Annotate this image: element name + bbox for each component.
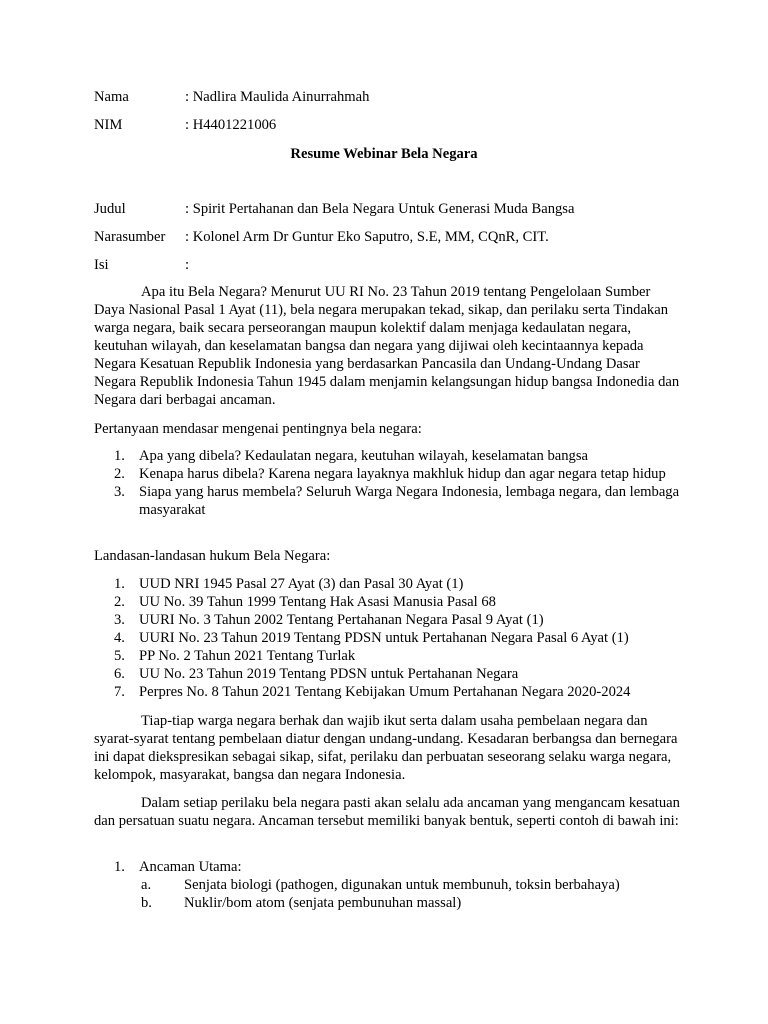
- paragraph-3: Dalam setiap perilaku bela negara pasti akan selalu ada ancaman yang mengancam kesatuan dan persatuan suatu negara. Ancaman tersebut memiliki banyak bentuk, seperti contoh di bawah ini:: [94, 795, 680, 829]
- list-text: UU No. 23 Tahun 2019 Tentang PDSN untuk Pertahanan Negara: [139, 666, 519, 682]
- list-item: [94, 858, 684, 912]
- list-text: Perpres No. 8 Tahun 2021 Tentang Kebijakan Umum Pertahanan Negara 2020-2024: [139, 684, 631, 700]
- list-item: [94, 665, 684, 683]
- list-number: 5.: [114, 648, 125, 664]
- document-title: Resume Webinar Bela Negara: [290, 146, 478, 162]
- list-item: [94, 483, 684, 519]
- paragraph-2: Tiap-tiap warga negara berhak dan wajib ikut serta dalam usaha pembelaan negara dan syarat-syarat tentang pembelaan diatur dengan undang-undang. Kesadaran berbangsa dan bernegara ini dapat diekspresikan sebagai sikap, sifat, perilaku dan perbuatan seseorang selaku warga negara, kelompok, masyarakat, bangsa dan negara Indonesia.: [94, 713, 678, 783]
- questions-list: [94, 447, 684, 519]
- list-number: 7.: [114, 684, 125, 700]
- nama-label: Nama: [94, 89, 129, 105]
- list-text: Kenapa harus dibela? Karena negara layaknya makhluk hidup dan agar negara tetap hidup: [139, 466, 666, 482]
- list-text: Apa yang dibela? Kedaulatan negara, keutuhan wilayah, keselamatan bangsa: [139, 448, 588, 464]
- list-number: 1.: [114, 448, 125, 464]
- questions-heading: Pertanyaan mendasar mengenai pentingnya bela negara:: [94, 421, 422, 437]
- intro-paragraph: Apa itu Bela Negara? Menurut UU RI No. 23 Tahun 2019 tentang Pengelolaan Sumber Daya Nasional Pasal 1 Ayat (11), bela negara merupakan tekad, sikap, dan perilaku serta Tindakan warga negara, baik secara perseorangan maupun kolektif dalam menjaga kedaulatan negara, keutuhan wilayah, dan keselamatan bangsa dan negara yang dijiwai oleh kecintaannya kepada Negara Kesatuan Republik Indonesia yang berdasarkan Pancasila dan Undang-Undang Dasar Negara Republik Indonesia Tahun 1945 dalam menjamin kelangsungan hidup bangsa Indonedia dan Negara dari berbagai ancaman.: [94, 284, 680, 408]
- judul-value: : Spirit Pertahanan dan Bela Negara Untuk Generasi Muda Bangsa: [185, 201, 575, 217]
- list-item: [94, 611, 684, 629]
- list-item: [94, 447, 684, 465]
- list-item: [94, 629, 684, 647]
- list-number: 6.: [114, 666, 125, 682]
- list-text: Siapa yang harus membela? Seluruh Warga Negara Indonesia, lembaga negara, dan lembaga masyarakat: [139, 484, 680, 518]
- sub-list-text: Senjata biologi (pathogen, digunakan untuk membunuh, toksin berbahaya): [184, 877, 620, 893]
- threat-sublist: [139, 876, 684, 912]
- list-number: 3.: [114, 484, 125, 500]
- nim-label: NIM: [94, 117, 123, 133]
- list-item: [94, 683, 684, 701]
- judul-label: Judul: [94, 201, 126, 217]
- narasumber-label: Narasumber: [94, 229, 166, 245]
- sub-list-item: [139, 876, 684, 894]
- nama-value: : Nadlira Maulida Ainurrahmah: [185, 89, 370, 105]
- nim-value: : H4401221006: [185, 117, 277, 133]
- list-item: [94, 647, 684, 665]
- list-text: UU No. 39 Tahun 1999 Tentang Hak Asasi Manusia Pasal 68: [139, 594, 496, 610]
- list-item: [94, 575, 684, 593]
- list-number: 2.: [114, 466, 125, 482]
- list-item: [94, 593, 684, 611]
- list-number: 2.: [114, 594, 125, 610]
- list-text: UUD NRI 1945 Pasal 27 Ayat (3) dan Pasal 30 Ayat (1): [139, 576, 464, 592]
- narasumber-value: : Kolonel Arm Dr Guntur Eko Saputro, S.E, MM, CQnR, CIT.: [185, 229, 549, 245]
- list-text: UURI No. 3 Tahun 2002 Tentang Pertahanan Negara Pasal 9 Ayat (1): [139, 612, 544, 628]
- list-text: UURI No. 23 Tahun 2019 Tentang PDSN untuk Pertahanan Negara Pasal 6 Ayat (1): [139, 630, 629, 646]
- list-number: 1.: [114, 859, 125, 875]
- list-number: 3.: [114, 612, 125, 628]
- list-text: PP No. 2 Tahun 2021 Tentang Turlak: [139, 648, 356, 664]
- threats-list: [94, 858, 684, 912]
- paragraph-3-block: [94, 794, 684, 830]
- isi-value: :: [185, 257, 190, 273]
- intro-paragraph-block: [94, 283, 684, 409]
- threat-category-label: Ancaman Utama:: [139, 859, 242, 875]
- sub-list-letter: b.: [141, 895, 152, 911]
- legal-heading: Landasan-landasan hukum Bela Negara:: [94, 548, 331, 564]
- legal-bases-list: [94, 575, 684, 701]
- sub-list-item: [139, 894, 684, 912]
- sub-list-letter: a.: [141, 877, 152, 893]
- sub-list-text: Nuklir/bom atom (senjata pembunuhan massal): [184, 895, 462, 911]
- list-number: 1.: [114, 576, 125, 592]
- list-number: 4.: [114, 630, 125, 646]
- isi-label: Isi: [94, 257, 109, 273]
- paragraph-2-block: [94, 712, 684, 784]
- list-item: [94, 465, 684, 483]
